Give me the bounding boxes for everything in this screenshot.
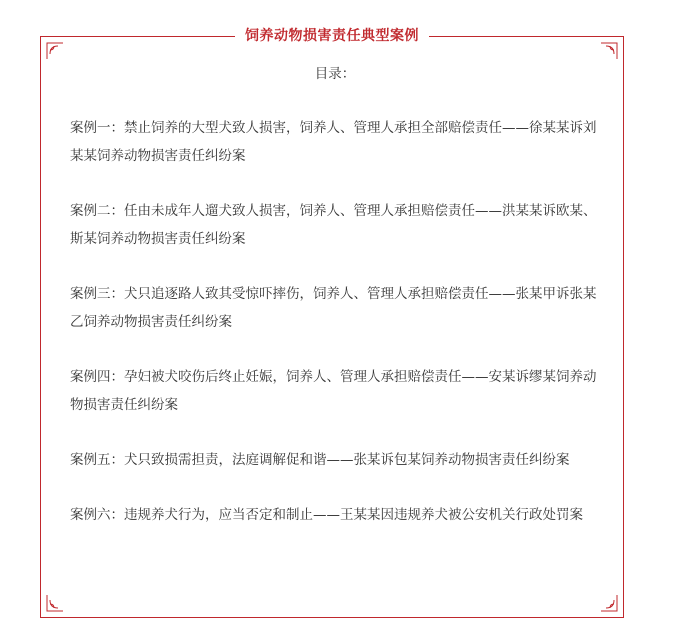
corner-ornament-icon <box>46 42 64 60</box>
toc-heading: 目录： <box>314 66 356 82</box>
case-item-1: 案例一：禁止饲养的大型犬致人损害，饲养人、管理人承担全部赔偿责任——徐某某诉刘某某饲养动物损害责任纠纷案 <box>70 120 597 164</box>
corner-ornament-icon <box>600 594 618 612</box>
corner-ornament-icon <box>46 594 64 612</box>
title-bar <box>40 24 624 48</box>
case-item-6: 案例六：违规养犬行为，应当否定和制止——王某某因违规养犬被公安机关行政处罚案 <box>70 507 583 523</box>
page-title: 饲养动物损害责任典型案例 <box>235 24 429 48</box>
case-item-2: 案例二：任由未成年人遛犬致人损害，饲养人、管理人承担赔偿责任——洪某某诉欧某、斯某饲养动物损害责任纠纷案 <box>70 203 597 247</box>
case-item-5: 案例五：犬只致损需担责，法庭调解促和谐——张某诉包某饲养动物损害责任纠纷案 <box>70 452 570 468</box>
title-rule-right <box>429 36 624 37</box>
toc-content <box>70 60 600 556</box>
case-item-3: 案例三：犬只追逐路人致其受惊吓摔伤，饲养人、管理人承担赔偿责任——张某甲诉张某乙饲养动物损害责任纠纷案 <box>70 286 597 330</box>
corner-ornament-icon <box>600 42 618 60</box>
case-item-4: 案例四：孕妇被犬咬伤后终止妊娠，饲养人、管理人承担赔偿责任——安某诉缪某饲养动物损害责任纠纷案 <box>70 369 597 413</box>
title-rule-left <box>40 36 235 37</box>
